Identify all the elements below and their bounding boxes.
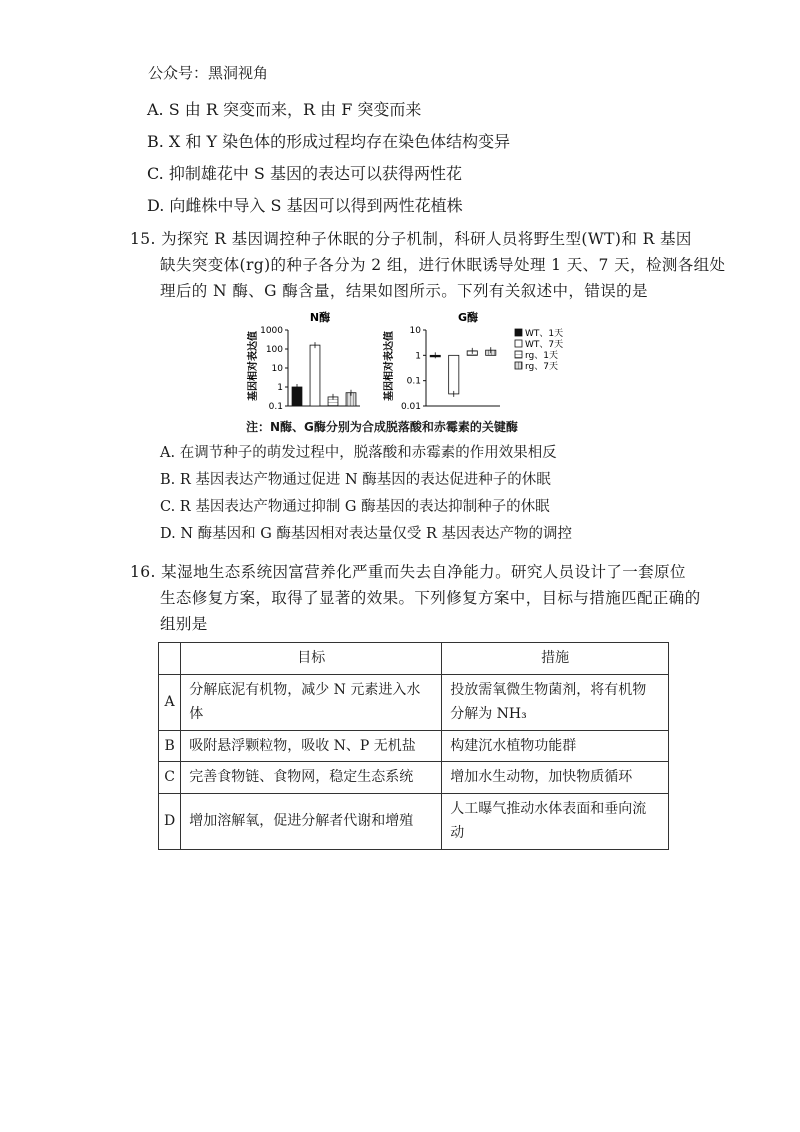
legend-label: WT、7天 (525, 340, 564, 350)
bar (310, 345, 320, 406)
chart-legend (515, 328, 563, 372)
y-tick-label: 0.01 (400, 402, 421, 412)
header-watermark: 公众号：黑洞视角 (148, 64, 269, 82)
q15-stem-line-2: 缺失突变体(rg)的种子各分为 2 组，进行休眠诱导处理 1 天、7 天，检测各组处 (160, 256, 726, 274)
table-row (159, 793, 669, 849)
y-tick-label: 1 (277, 383, 283, 393)
table-row (159, 730, 669, 762)
y-tick-label: 1 (415, 351, 421, 362)
g-enzyme-ylabel: 基因相对表达值 (384, 331, 395, 401)
q15-stem-line-1: 15. 为探究 R 基因调控种子休眠的分子机制，科研人员将野生型(WT)和 R 基因 (130, 230, 692, 248)
n-enzyme-ylabel: 基因相对表达值 (248, 331, 259, 401)
row-measure: 构建沉水植物功能群 (442, 730, 669, 762)
row-measure: 人工曝气推动水体表面和垂向流动 (442, 793, 669, 849)
table-header-empty (159, 643, 181, 675)
n-enzyme-panel (246, 310, 360, 412)
table-row (159, 674, 669, 730)
bar (449, 355, 459, 394)
table-row (159, 762, 669, 794)
legend-swatch (515, 362, 522, 369)
q14-option-b: B. X 和 Y 染色体的形成过程均存在染色体结构变异 (147, 132, 511, 151)
q14-option-c: C. 抑制雄花中 S 基因的表达可以获得两性花 (147, 164, 462, 183)
table-header-goal: 目标 (181, 643, 442, 675)
q15-option-a: A. 在调节种子的萌发过程中，脱落酸和赤霉素的作用效果相反 (160, 445, 557, 461)
y-tick-label: 10 (409, 326, 421, 336)
row-label: D (159, 793, 181, 849)
q16-table (158, 642, 669, 850)
q16-stem-line-1: 16. 某湿地生态系统因富营养化严重而失去自净能力。研究人员设计了一套原位 (130, 563, 686, 581)
q15-option-d: D. N 酶基因和 G 酶基因相对表达量仅受 R 基因表达产物的调控 (160, 526, 573, 542)
y-tick-label: 10 (271, 364, 283, 374)
legend-label: WT、1天 (525, 329, 564, 339)
legend-swatch (515, 329, 522, 336)
g-enzyme-panel (382, 310, 500, 412)
y-tick-label: 0.1 (268, 402, 283, 412)
q15-figure (230, 306, 590, 418)
row-label: A (159, 674, 181, 730)
row-goal: 分解底泥有机物，减少 N 元素进入水体 (181, 674, 442, 730)
g-enzyme-bars (430, 347, 496, 397)
q15-figure-note: 注：N酶、G酶分别为合成脱落酸和赤霉素的关键酶 (246, 420, 518, 434)
table-header-row (159, 643, 669, 675)
row-label: B (159, 730, 181, 762)
q16-stem-line-2: 生态修复方案，取得了显著的效果。下列修复方案中，目标与措施匹配正确的 (160, 589, 701, 607)
g-enzyme-title: G酶 (457, 311, 479, 324)
n-enzyme-title: N酶 (309, 311, 331, 324)
legend-swatch (515, 340, 522, 347)
row-measure: 增加水生动物，加快物质循环 (442, 762, 669, 794)
table-header-measure: 措施 (442, 643, 669, 675)
y-tick-label: 0.1 (406, 376, 421, 387)
row-goal: 吸附悬浮颗粒物，吸收 N、P 无机盐 (181, 730, 442, 762)
q14-option-a: A. S 由 R 突变而来，R 由 F 突变而来 (147, 100, 422, 119)
q15-option-b: B. R 基因表达产物通过促进 N 酶基因的表达促进种子的休眠 (160, 472, 551, 488)
n-enzyme-bars (292, 342, 356, 406)
row-goal: 完善食物链、食物网，稳定生态系统 (181, 762, 442, 794)
q16-stem-line-3: 组别是 (160, 615, 208, 633)
q15-option-c: C. R 基因表达产物通过抑制 G 酶基因的表达抑制种子的休眠 (160, 499, 550, 515)
q14-option-d: D. 向雌株中导入 S 基因可以得到两性花植株 (147, 196, 463, 215)
legend-swatch (515, 351, 522, 358)
y-tick-label: 100 (265, 345, 283, 355)
row-label: C (159, 762, 181, 794)
row-goal: 增加溶解氧，促进分解者代谢和增殖 (181, 793, 442, 849)
legend-label: rg、1天 (525, 351, 558, 361)
y-tick-label: 1000 (260, 326, 283, 336)
row-measure: 投放需氧微生物菌剂，将有机物分解为 NH₃ (442, 674, 669, 730)
legend-label: rg、7天 (525, 362, 558, 372)
q15-stem-line-3: 理后的 N 酶、G 酶含量，结果如图所示。下列有关叙述中，错误的是 (160, 282, 648, 300)
